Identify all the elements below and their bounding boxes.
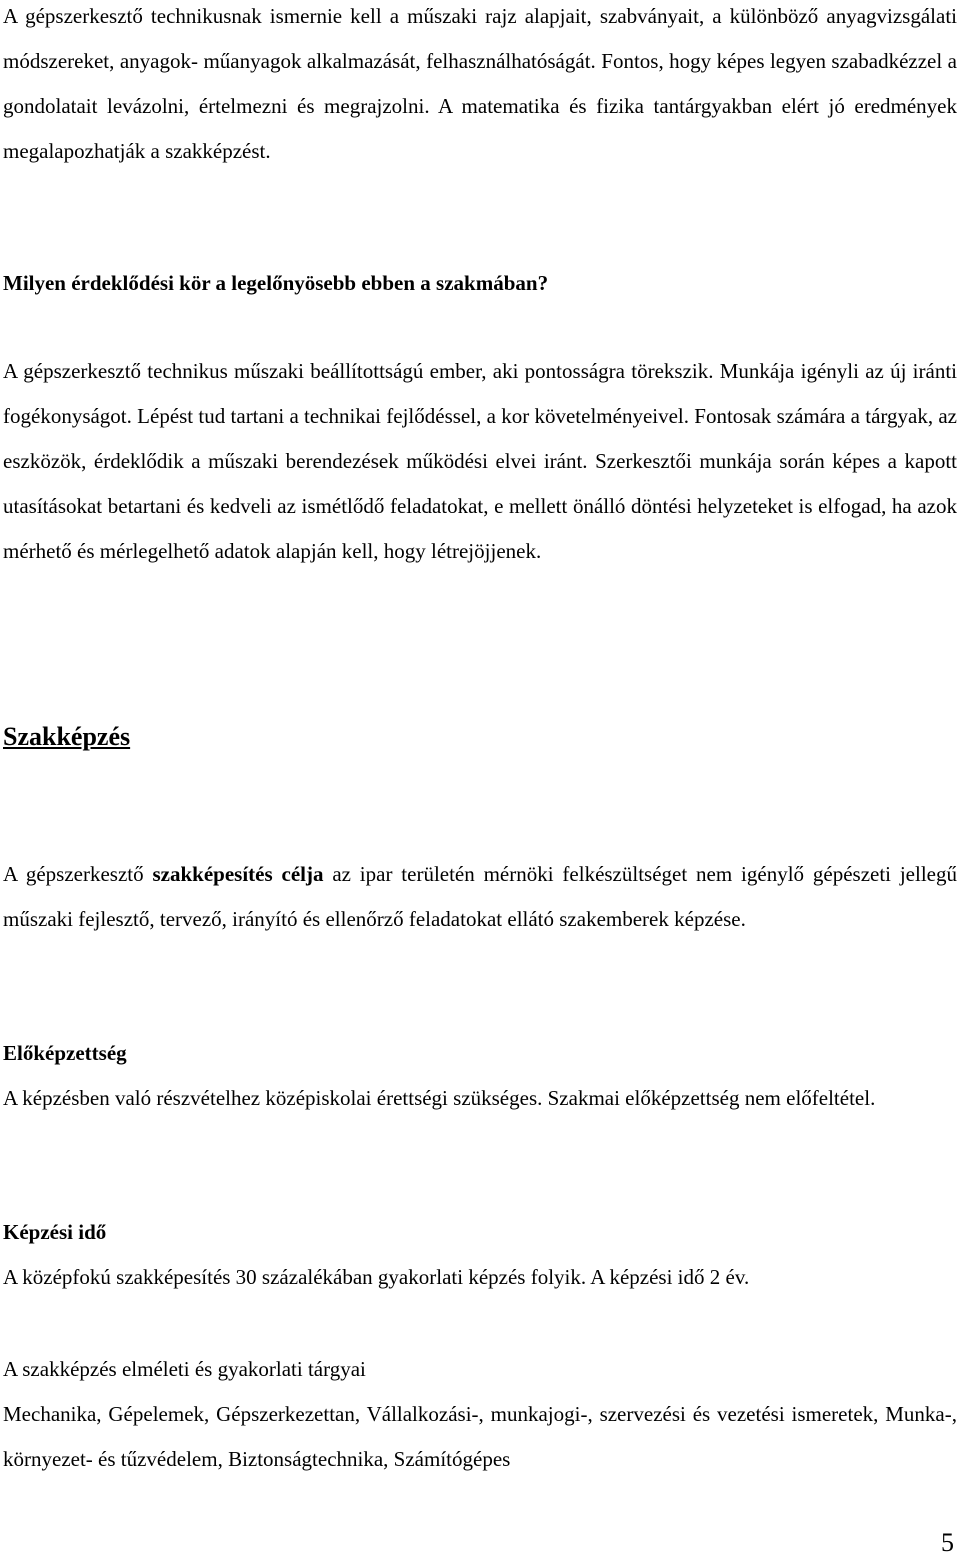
goal-bold: szakképesítés célja [152, 862, 324, 886]
prerequisite-paragraph: A képzésben való részvételhez középiskolai érettségi szükséges. Szakmai előképzettség nem előfeltétel. [3, 1086, 876, 1110]
goal-section [3, 852, 957, 942]
interest-section [3, 349, 957, 574]
intro-paragraph: A gépszerkesztő technikusnak ismernie kell a műszaki rajz alapjait, szabványait, a különböző anyagvizsgálati módszereket, anyagok- műanyagok alkalmazását, felhasználhatóságát. Fontos, hogy képes legyen szabadkézzel a gondolatait levázolni, értelmezni és megrajzolni. A matematika és fizika tantárgyakban elért jó eredmények megalapozhatják a szakképzést. [3, 4, 957, 163]
duration-paragraph: A középfokú szakképesítés 30 százalékában gyakorlati képzés folyik. A képzési idő 2 év. [3, 1265, 750, 1289]
duration-section [3, 1210, 957, 1300]
duration-heading: Képzési idő [3, 1220, 107, 1244]
section-title: Szakképzés [3, 722, 131, 751]
intro-section [3, 0, 957, 174]
subjects-section [3, 1347, 957, 1482]
interest-heading: Milyen érdeklődési kör a legelőnyösebb ebben a szakmában? [3, 271, 549, 295]
goal-prefix: A gépszerkesztő [3, 862, 153, 886]
goal-paragraph [3, 852, 957, 942]
subjects-heading: A szakképzés elméleti és gyakorlati tárgyai [3, 1357, 366, 1381]
interest-paragraph: A gépszerkesztő technikus műszaki beállítottságú ember, aki pontosságra törekszik. Munkája igényli az új iránti fogékonyságot. Lépést tud tartani a technikai fejlődéssel, a kor követelményeivel. Fontosak számára a tárgyak, az eszközök, érdeklődik a műszaki berendezések működési elvei iránt. Szerkesztői munkája során képes a kapott utasításokat betartani és kedveli az ismétlődő feladatokat, e mellett önálló döntési helyzeteket is elfogad, ha azok mérhető és mérlegelhető adatok alapján kell, hogy létrejöjjenek. [3, 359, 957, 563]
goal-suffix: az ipar területén mérnöki felkészültséget nem igénylő gépészeti jellegű műszaki fejlesztő, tervező, irányító és ellenőrző feladatokat ellátó szakemberek képzése. [3, 862, 957, 931]
page-number: 5 [941, 1528, 954, 1557]
prerequisite-heading: Előképzettség [3, 1041, 127, 1065]
prerequisite-section [3, 1031, 957, 1121]
subjects-paragraph: Mechanika, Gépelemek, Gépszerkezettan, Vállalkozási-, munkajogi-, szervezési és vezetési ismeretek, Munka-, környezet- és tűzvédelem, Biztonságtechnika, Számítógépes [3, 1402, 957, 1471]
